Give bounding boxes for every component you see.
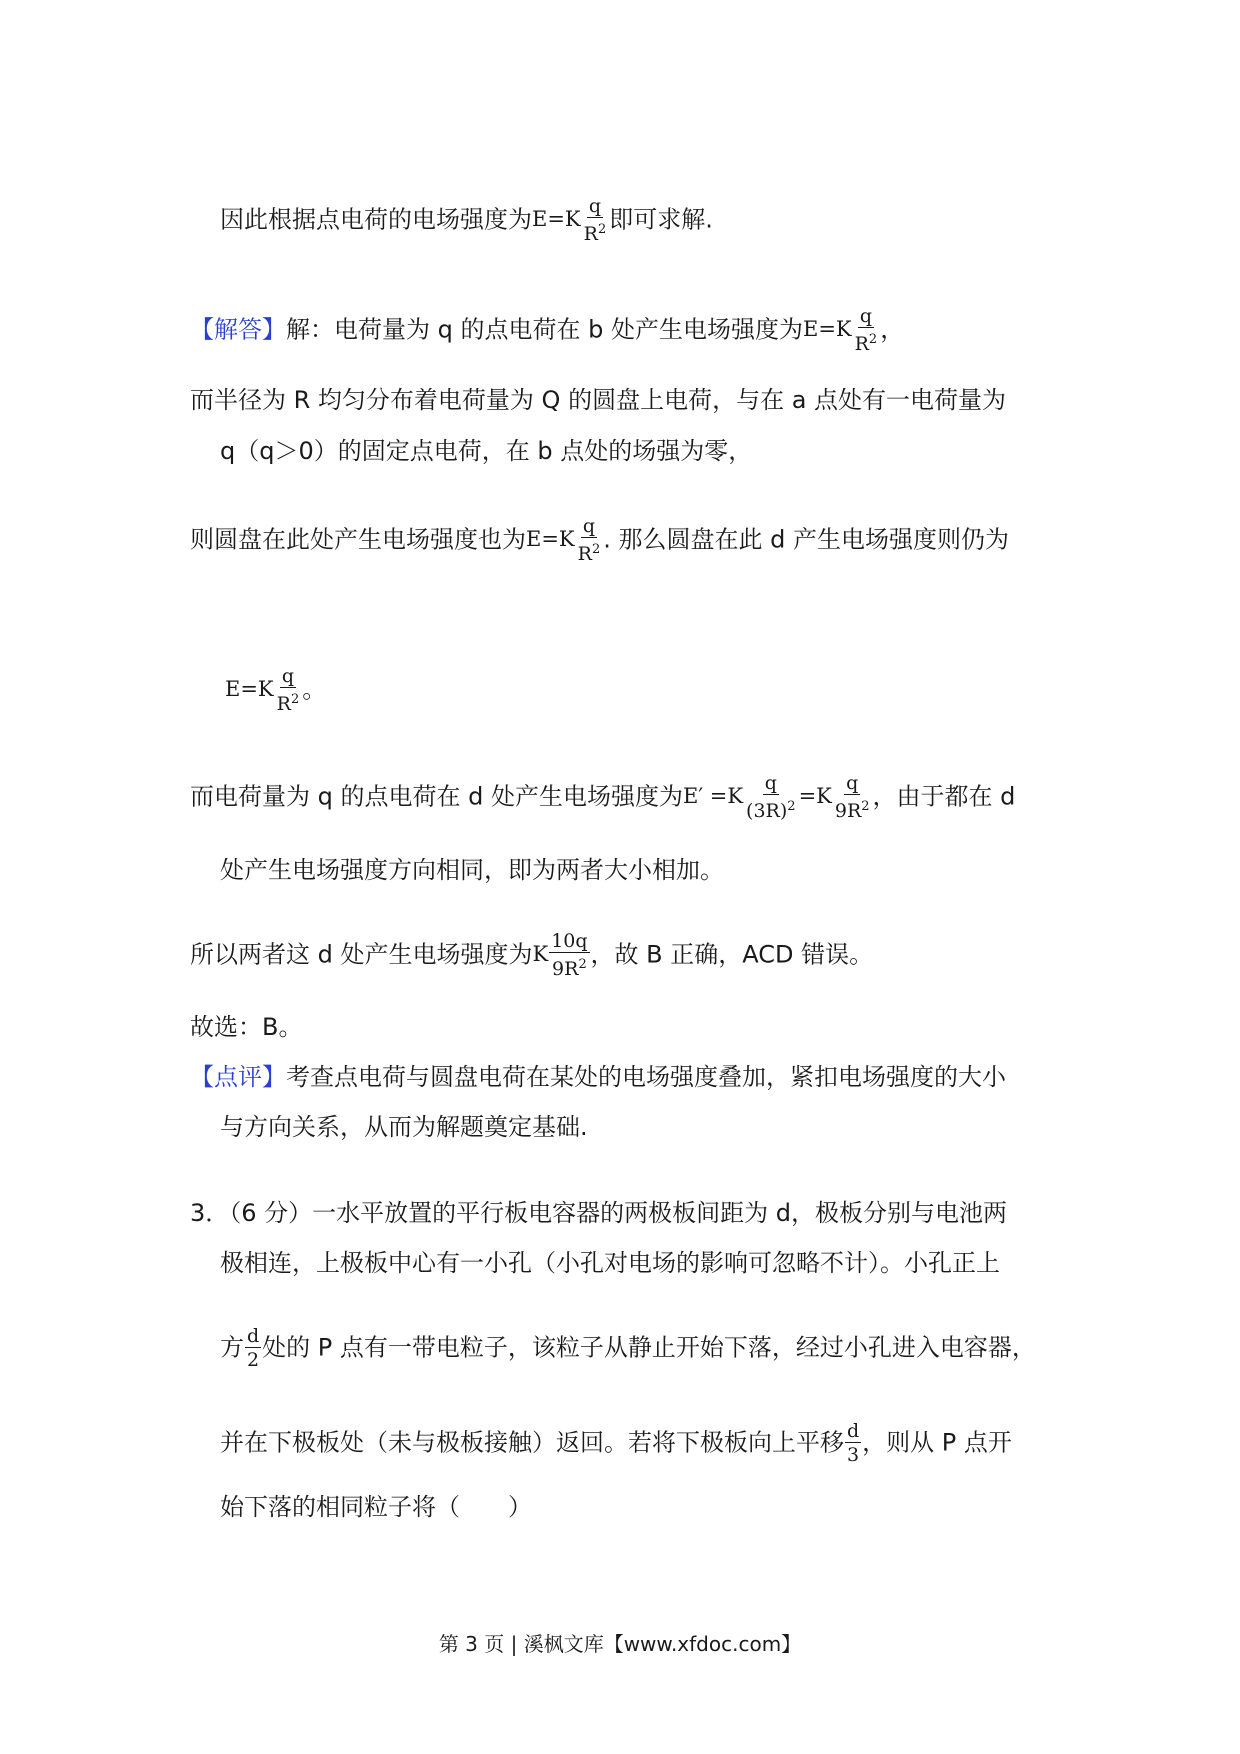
question-line: 始下落的相同粒子将（ ） [220, 1493, 532, 1521]
formula: E′ =K $\frac{q}{(3R)^2}$ =K $\frac{q}{9R^2}$ [682, 772, 870, 822]
question-line: 并在下极板处（未与极板接触）返回。若将下极板向上平移 $\frac{d}{3}$ ，则从 P 点开 [220, 1420, 1012, 1466]
comment-tag: 【点评】 [190, 1063, 286, 1091]
hint-line: 因此根据点电荷的电场强度为E=K $\frac{q}{R^2}$ 即可求解. [220, 195, 713, 245]
text-line: 则圆盘在此处产生电场强度也为E=K $\frac{q}{R^2}$ . 那么圆盘在此 d 产生电场强度则仍为 [190, 515, 1009, 565]
fraction: $\frac{d}{2}$ [247, 1325, 260, 1371]
text-line: 而半径为 R 均匀分布着电荷量为 Q 的圆盘上电荷，与在 a 点处有一电荷量为 [190, 386, 1007, 414]
formula: E=K $\frac{q}{R^2}$ [802, 305, 878, 355]
text-line: q（q＞0）的固定点电荷，在 b 点处的场强为零， [220, 437, 753, 465]
text-line: 处产生电场强度方向相同，即为两者大小相加。 [220, 856, 724, 884]
formula: E=K $\frac{q}{R^2}$ [225, 665, 300, 715]
question-line: 3．（6 分）一水平放置的平行板电容器的两极板间距为 d，极板分别与电池两 [190, 1199, 1008, 1227]
answer-tag: 【解答】 [190, 315, 286, 344]
text-line: 而电荷量为 q 的点电荷在 d 处产生电场强度为E′ =K $\frac{q}{(3R)^2}$ =K $\frac{q}{9R^2}$ ，由于都在 d [190, 772, 1016, 822]
question-line: 极相连，上极板中心有一小孔（小孔对电场的影响可忽略不计）。小孔正上 [220, 1249, 1000, 1277]
formula: K $\frac{10q}{9R^2}$ [532, 930, 588, 980]
formula-line: E=K $\frac{q}{R^2}$ 。 [225, 665, 327, 715]
question-line: 方 $\frac{d}{2}$ 处的 P 点有一带电粒子，该粒子从静止开始下落，经过小孔进入电容器， [220, 1325, 1036, 1371]
page-footer: 第 3 页 | 溪枫文库【www.xfdoc.com】 [438, 1632, 802, 1656]
text-line: 所以两者这 d 处产生电场强度为K $\frac{10q}{9R^2}$ ，故 B 正确，ACD 错误。 [190, 930, 874, 980]
answer-line: 【解答】解：电荷量为 q 的点电荷在 b 处产生电场强度为E=K $\frac{q}{R^2}$ ， [190, 305, 905, 355]
formula: E=K $\frac{q}{R^2}$ [526, 515, 601, 565]
comment-line: 【点评】考查点电荷与圆盘电荷在某处的电场强度叠加，紧扣电场强度的大小 [190, 1063, 1006, 1091]
text-line: 故选：B。 [190, 1013, 303, 1041]
fraction: $\frac{d}{3}$ [847, 1420, 860, 1466]
text-line: 与方向关系，从而为解题奠定基础. [220, 1113, 588, 1141]
formula: E=K $\frac{q}{R^2}$ [532, 195, 607, 245]
